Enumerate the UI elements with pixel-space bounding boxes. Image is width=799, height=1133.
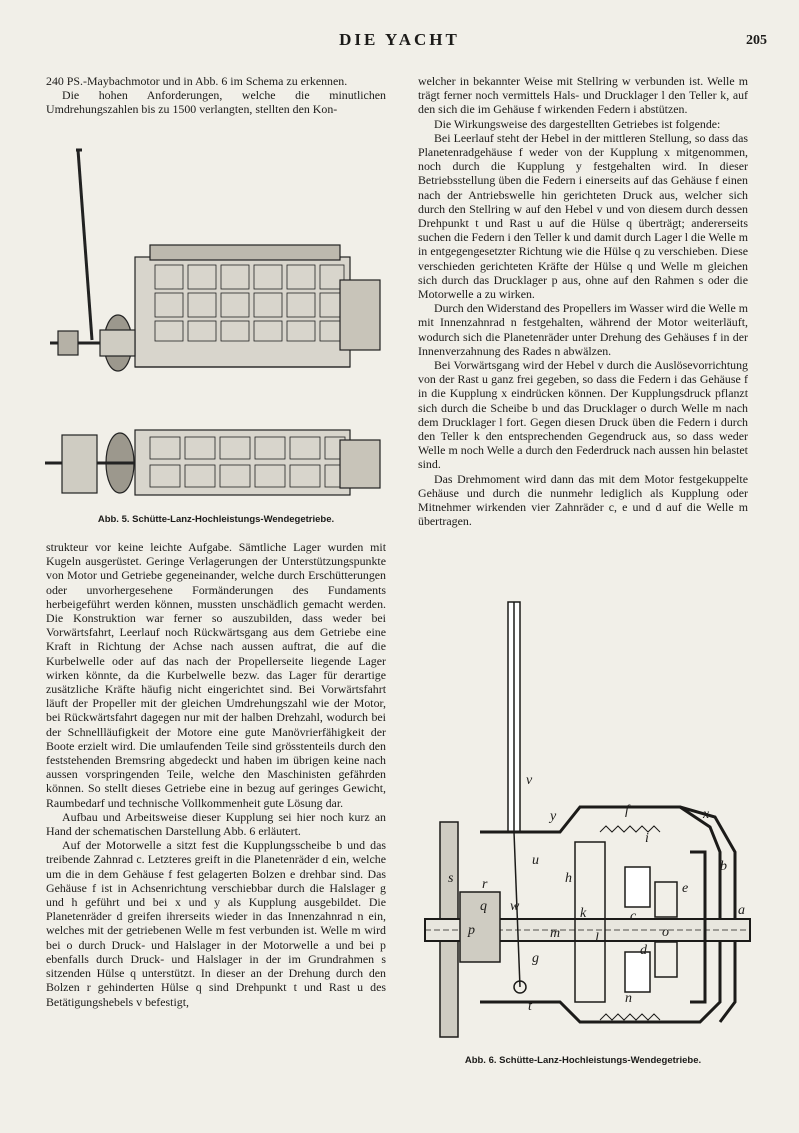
- label-w: w: [510, 899, 520, 914]
- label-i: i: [645, 831, 649, 846]
- paragraph: Die Wirkungsweise des dargestellten Getriebes ist folgende:: [434, 116, 721, 131]
- page-header-title: DIE YACHT: [339, 30, 460, 49]
- figure-5-caption: Abb. 5. Schütte-Lanz-Hochleistungs-Wendegetriebe.: [97, 514, 335, 525]
- label-y: y: [550, 809, 557, 824]
- label-c: c: [630, 909, 637, 924]
- paragraph: strukteur vor keine leichte Aufgabe. Sämtliche Lager wurden mit Kugeln ausgerüstet. Geringe Verlagerungen der Unterstützungspunkte von Motor und Getriebe gegeneinander, welche durch Erschütterungen oder unvorhergesehene Formänderungen des Fundaments herbeigeführt werden können, mussten unschädlich gemacht werden. Die Konstruktion war ferner so auszubilden, dass weder bei Vorwärtsfahrt, Leerlauf noch Rückwärtsgang aus dem Getriebe eine Kraft in Richtung der Achse nach aussen auftrat, die auf die Kurbelwelle oder auf das nach der Propellerseite liegende Lager wirken könnte, da die Kurbelwelle bezw. das Lager für derartige zusätzliche Kräfte häufig nicht eingerichtet sind. Bei Vorwärtsfahrt läuft der Propeller mit der gleichen Umdrehungszahl wie der Motor, bei Rückwärtsfahrt dagegen nur mit der halben Drehzahl, wodurch bei der Schnellläufigkeit der Motore eine gute Manövrierfähigkeit der Boote erzielt wird. Die umlaufenden Teile sind grösstenteils durch den feststehenden Bremsring abgedeckt und haben im übrigen keine nach aussen vorspringenden Teile, welche den Maschinisten gefährden können. So stellt dieses Getriebe eine in bezug auf geringes Gewicht, Raumbedarf und technische Vollkommenheit gute Lösung dar.: [46, 540, 386, 810]
- label-f: f: [625, 803, 629, 818]
- label-t: t: [528, 999, 532, 1014]
- paragraph: Das Drehmoment wird dann das mit dem Motor festgekuppelte Gehäuse und durch die nunmehr lediglich als Kupplung oder Mitnehmer wirkenden vier Zahnräder c, e und d auf die Welle m übertragen.: [418, 471, 748, 529]
- label-d: d: [640, 943, 647, 958]
- label-k: k: [580, 906, 587, 921]
- label-h: h: [565, 871, 572, 886]
- label-a: a: [738, 903, 745, 918]
- right-column: [418, 74, 748, 529]
- label-e: e: [682, 881, 689, 896]
- figure-6-caption: Abb. 6. Schütte-Lanz-Hochleistungs-Wendegetriebe.: [464, 1055, 702, 1066]
- label-o: o: [662, 925, 669, 940]
- label-x: x: [703, 807, 710, 822]
- figure-5-engine-drawing: [40, 145, 390, 510]
- label-v: v: [526, 773, 533, 788]
- left-column-top: [46, 74, 386, 117]
- left-column-bottom: [46, 540, 386, 1009]
- paragraph: Bei Vorwärtsgang wird der Hebel v durch die Auslösevorrichtung von der Rast u ganz frei gegeben, so dass die Federn i das Gehäuse f in die Kupplung x eindrücken können. Der Kupplungsdruck pflanzt sich durch die Scheibe b und das Drucklager o durch Welle m nach dem Drucklager l fort. Gegen diesen Druck üben die Federn i durch den Teller k den entsprechenden Gegendruck aus, so dass weder Welle m noch Welle a durch den Federdruck nach aussen hin belastet sind.: [418, 358, 748, 472]
- label-b: b: [720, 859, 727, 874]
- paragraph: Bei Leerlauf steht der Hebel in der mittleren Stellung, so dass das Planetenradgehäuse f weder von der Kupplung x mitgenommen, noch durch die Kupplung y festgehalten wird. In dieser Betriebsstellung üben die Federn i einerseits auf das Gehäuse f einen nach der Antriebswelle hin gerichteten Druck aus, welcher sich durch den Stellring w auf den Hebel v und von diesem durch dessen Drehpunkt t und Rast u auf die Hülse q überträgt; andererseits suchen die Federn i den Teller k und damit durch Lager l die Welle m in entgegengesetzter Richtung wie die Hülse q zu verschieben. Diese verschieden gerichteten Kräfte der Hülse q und Welle m gleichen sich durch das Drucklager p aus, ohne auf den Rahmen s oder die Motorwelle a zu wirken.: [418, 130, 748, 302]
- label-u: u: [532, 853, 539, 868]
- paragraph: 240 PS.-Maybachmotor und in Abb. 6 im Schema zu erkennen.: [46, 74, 348, 88]
- paragraph: Aufbau und Arbeitsweise dieser Kupplung sei hier noch kurz an Hand der schematischen Darstellung Abb. 6 erläutert.: [46, 809, 386, 839]
- label-s: s: [448, 871, 454, 886]
- label-n: n: [625, 991, 632, 1006]
- paragraph: Durch den Widerstand des Propellers im Wasser wird die Welle m mit Innenzahnrad n festgehalten, während der Motor weiterläuft, wodurch sich die Planetenräder unter Drehung des Gehäuses f in der Innenverzahnung des Rades n abwälzen.: [418, 301, 748, 358]
- label-m: m: [550, 926, 561, 941]
- label-l: l: [595, 931, 599, 946]
- figure-6-schematic: [420, 592, 755, 1052]
- paragraph: Auf der Motorwelle a sitzt fest die Kupplungsscheibe b und das treibende Zahnrad c. Letzteres greift in die Planetenräder d ein, welche um die in dem Gehäuse f fest gelagerten Bolzen e drehbar sind. Das Gehäuse f ist in Achsenrichtung verschiebbar durch die Halslager g und h geführt und bei x und y als Kupplung ausgebildet. Die Planetenräder d greifen ihrerseits wieder in das Innenzahnrad n ein, welches mit der getriebenen Welle m fest verbunden ist. Welle m wird bei o durch Druck- und Halslager in der Motorwelle a und bei p ebenfalls durch Druck- und Halslager in der im Grundrahmen s sitzenden Hülse q unterstützt. In dieser an der Drehung durch den Bolzen r gehinderten Hülse q sind Drehpunkt t und Rast u des Betätigungshebels v befestigt,: [46, 838, 386, 1009]
- label-g: g: [532, 951, 539, 966]
- label-q: q: [480, 899, 487, 914]
- paragraph: welcher in bekannter Weise mit Stellring w verbunden ist. Welle m trägt ferner noch vermittels Hals- und Drucklager l den Teller k, auf den sich die im Gehäuse f wirkenden Federn i abstützen.: [418, 74, 748, 117]
- paragraph: Die hohen Anforderungen, welche die minutlichen Umdrehungszahlen bis zu 1500 verlangten, stellten den Kon-: [46, 88, 386, 117]
- label-p: p: [468, 923, 475, 938]
- label-r: r: [482, 877, 488, 892]
- page-number: 205: [746, 33, 767, 48]
